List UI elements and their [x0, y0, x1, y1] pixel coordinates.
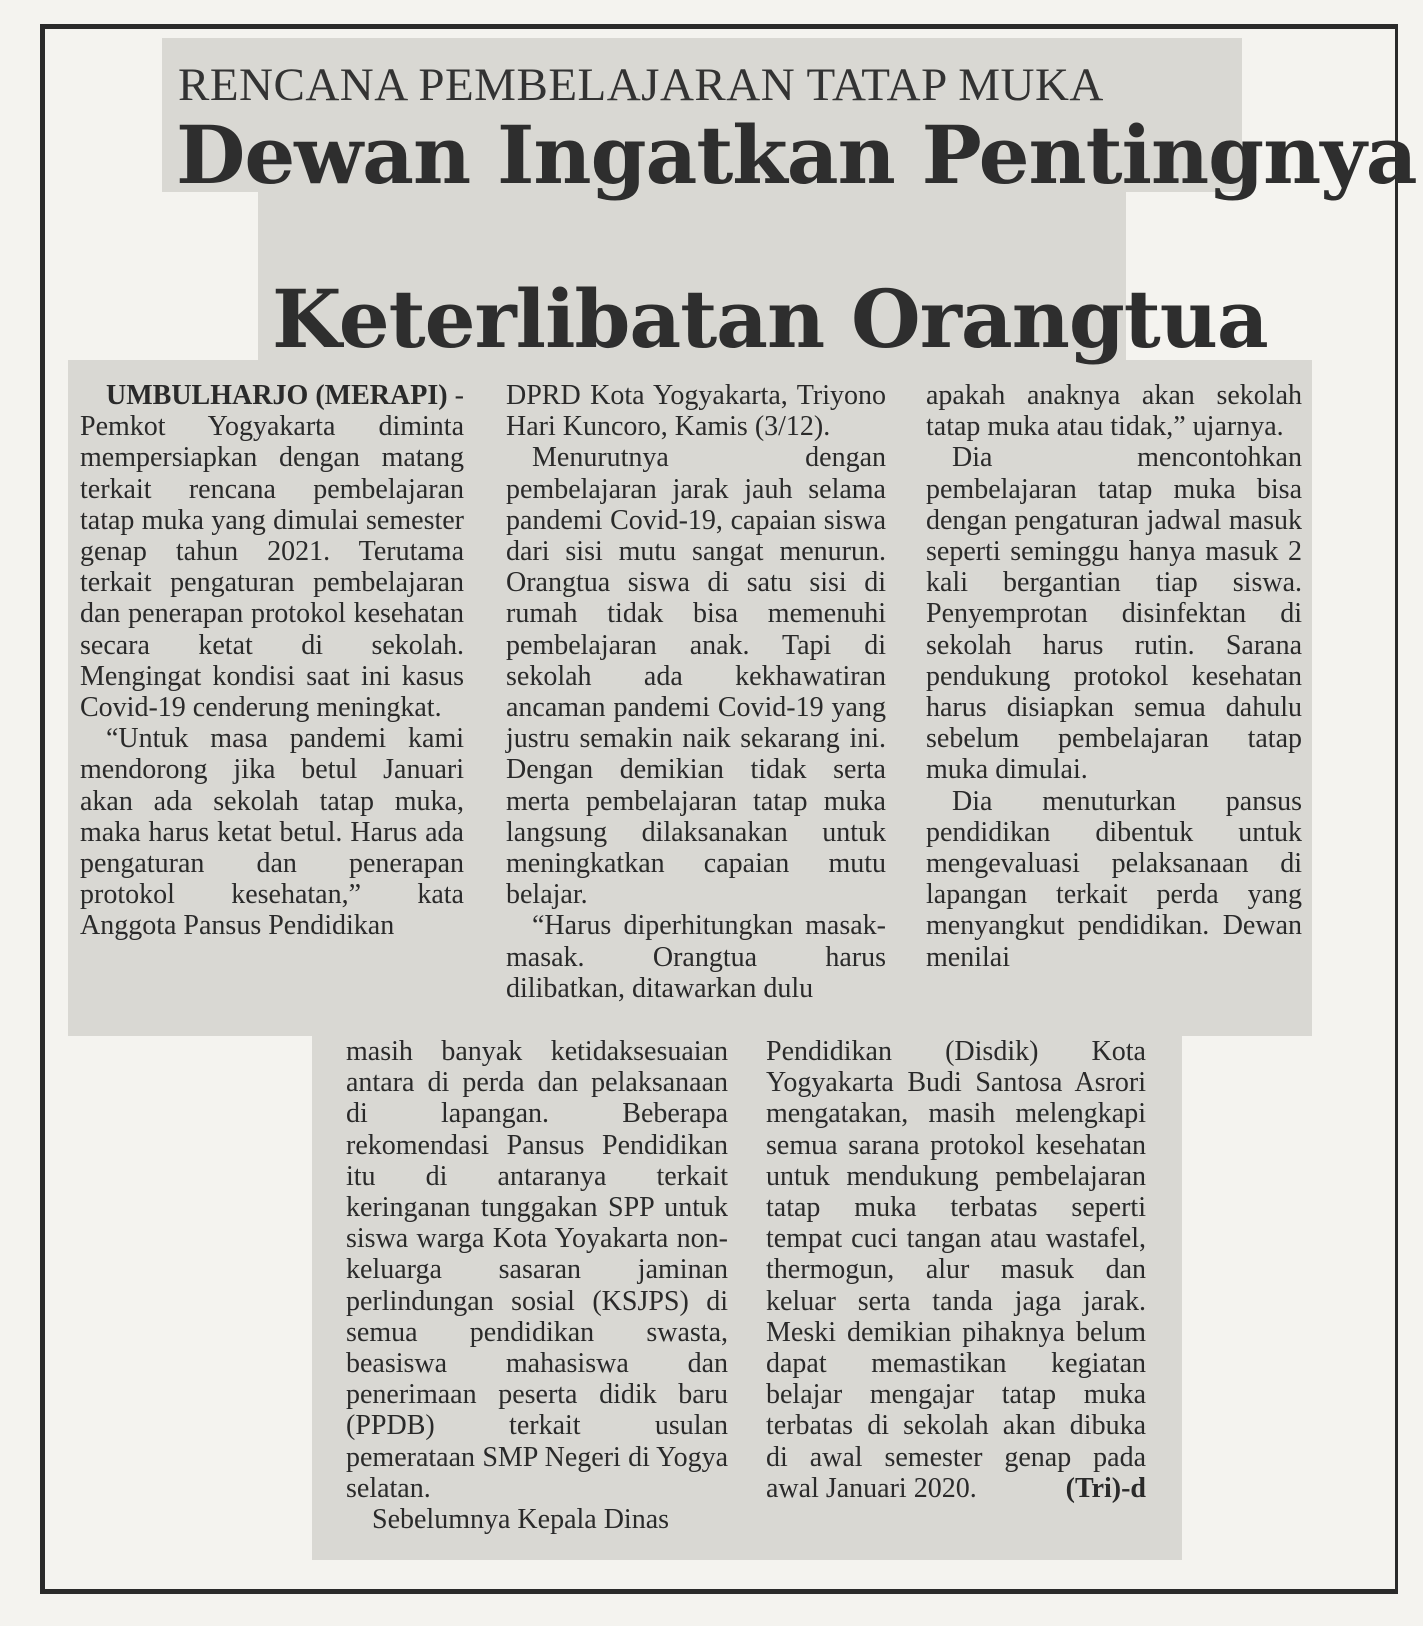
kicker: RENCANA PEMBELAJARAN TATAP MUKA [178, 59, 1104, 111]
headline-line-2: Keterlibatan Orangtua [272, 272, 1268, 366]
article-column-2 [506, 380, 886, 1004]
paragraph [766, 1036, 1146, 1504]
paragraph: Sebelumnya Kepala Dinas [372, 1504, 670, 1536]
closing-text: Pendidikan (Disdik) Kota Yogyakarta Budi Santosa Asrori mengatakan, masih melengkapi semua sarana protokol kesehatan untuk mendukung pembelajaran tatap muka terbatas seperti tempat cuci tangan atau wastafel, thermogun, alur masuk dan keluar serta tanda jaga jarak. Meski demikian pihaknya belum dapat memastikan kegiatan belajar mengajar tatap muka terbatas di sekolah akan dibuka di awal semester genap pada awal Januari 2020. [766, 1036, 1146, 1504]
paragraph: Dia menuturkan pansus pendidikan dibentuk untuk mengevaluasi pelaksanaan di lapangan terkait perda yang menyangkut pendidikan. Dewan menilai [926, 785, 1302, 973]
paragraph: Menurutnya dengan pembelajaran jarak jauh selama pandemi Covid-19, capaian siswa dari sisi mutu sangat menurun. Orangtua siswa di satu sisi di rumah tidak bisa memenuhi pembelajaran anak. Tapi di sekolah ada kekhawatiran ancaman pandemi Covid-19 yang justru semakin naik sekarang ini. Dengan demikian tidak serta merta pembelajaran tatap muka langsung dilaksanakan untuk meningkatkan capaian mutu belajar. [506, 442, 886, 911]
article-column-5 [766, 1036, 1146, 1504]
article-column-3 [926, 380, 1302, 973]
article-column-1 [80, 380, 464, 942]
paragraph: masih banyak ketidaksesuaian antara di perda dan pelaksanaan di lapangan. Beberapa rekomendasi Pansus Pendidikan itu di antaranya terkait keringanan tunggakan SPP untuk siswa warga Kota Yoyakarta non-keluarga sasaran jaminan perlindungan sosial (KSJPS) di semua pendidikan swasta, beasiswa mahasiswa dan penerimaan peserta didik baru (PPDB) terkait usulan pemerataan SMP Negeri di Yogya selatan. [346, 1036, 728, 1504]
dateline: UMBULHARJO (MERAPI) [106, 380, 448, 411]
article-column-4 [346, 1036, 728, 1535]
byline: (Tri)-d [1065, 1472, 1146, 1504]
paragraph: apakah anaknya akan sekolah tatap muka atau tidak,” ujarnya. [926, 380, 1302, 443]
lead-paragraph [80, 380, 464, 723]
lead-text: - Pemkot Yogyakarta diminta mempersiapkan dengan matang terkait rencana pembelajaran tatap muka yang dimulai semester genap tahun 2021. Terutama terkait pengaturan pembelajaran dan penerapan protokol kesehatan secara ketat di sekolah. Mengingat kondisi saat ini kasus Covid-19 cenderung meningkat. [80, 380, 464, 724]
paragraph: Dia mencontohkan pembelajaran tatap muka bisa dengan pengaturan jadwal masuk seperti seminggu hanya masuk 2 kali bergantian tiap siswa. Penyemprotan disinfektan di sekolah harus rutin. Sarana pendukung protokol kesehatan harus disiapkan semua dahulu sebelum pembelajaran tatap muka dimulai. [926, 442, 1302, 786]
paragraph: DPRD Kota Yogyakarta, Triyono Hari Kuncoro, Kamis (3/12). [506, 380, 886, 443]
paragraph: “Harus diperhitungkan masak-masak. Orangtua harus dilibatkan, ditawarkan dulu [506, 910, 886, 1004]
headline-line-1: Dewan Ingatkan Pentingnya [176, 108, 1417, 202]
paragraph: “Untuk masa pandemi kami mendorong jika betul Januari akan ada sekolah tatap muka, maka harus ketat betul. Harus ada pengaturan dan penerapan protokol kesehatan,” kata Anggota Pansus Pendidikan [80, 723, 464, 942]
